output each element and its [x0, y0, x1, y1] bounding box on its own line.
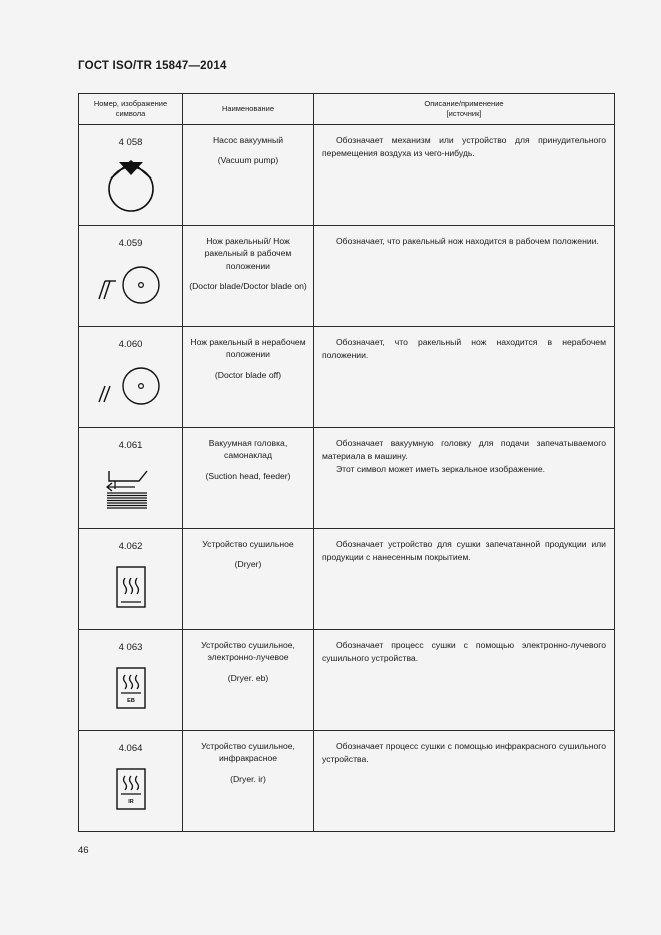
- symbol-number: 4 058: [118, 137, 143, 148]
- table-row: [79, 125, 615, 226]
- description-text: Обозначает вакуумную головку для подачи запечатываемого материала в машину.: [322, 438, 606, 461]
- name-ru: Нож ракельный в нерабочем положении: [190, 337, 306, 360]
- description-text: Обозначает, что ракельный нож находится в рабочем положении.: [336, 236, 599, 246]
- description-text: Обозначает устройство для сушки запечатанной продукции или продукции с нанесенным покрытием.: [322, 539, 606, 562]
- name-en: (Suction head, feeder): [205, 470, 291, 481]
- name-ru: Нож ракельный/ Нож ракельный в рабочем положении: [204, 236, 292, 271]
- name-en: (Dryer. ir): [230, 773, 266, 784]
- description-text: Обозначает процесс сушки с помощью инфракрасного сушильного устройства.: [322, 741, 606, 764]
- table-row: [79, 226, 615, 327]
- symbol-number: 4 063: [118, 642, 143, 653]
- symbol-cell: [79, 226, 183, 327]
- vacuum-pump-icon: [79, 156, 182, 216]
- name-ru: Устройство сушильное: [202, 539, 294, 549]
- table-header-row: [79, 94, 615, 125]
- symbol-cell: [79, 327, 183, 428]
- name-ru: Устройство сушильное, электронно-лучевое: [201, 640, 295, 663]
- description-cell: [314, 428, 615, 529]
- table-row: [79, 630, 615, 731]
- name-ru: Вакуумная головка, самонаклад: [208, 438, 288, 461]
- name-cell: [183, 327, 314, 428]
- symbol-cell: [79, 428, 183, 529]
- name-cell: [183, 630, 314, 731]
- name-en: (Vacuum pump): [217, 155, 279, 166]
- suction-head-icon: [79, 465, 182, 515]
- description-text: Обозначает процесс сушки с помощью электронно-лучевого сушильного устройства.: [322, 640, 606, 663]
- name-cell: [183, 125, 314, 226]
- symbol-number: 4.062: [118, 541, 143, 552]
- doctor-blade-off-icon: [79, 364, 182, 409]
- symbol-number: 4.059: [118, 238, 143, 249]
- page-number: 46: [78, 845, 89, 856]
- column-header-description: Описание/применение [источник]: [314, 94, 615, 125]
- name-cell: [183, 529, 314, 630]
- table-row: [79, 731, 615, 832]
- name-en: (Doctor blade/Doctor blade on): [189, 281, 307, 292]
- description-cell: [314, 125, 615, 226]
- dryer-eb-icon: [79, 665, 182, 711]
- name-ru: Насос вакуумный: [212, 135, 284, 145]
- description-cell: [314, 327, 615, 428]
- symbol-cell: [79, 125, 183, 226]
- description-text: Обозначает механизм или устройство для принудительного перемещения воздуха из чего-нибудь.: [322, 135, 606, 158]
- description-cell: [314, 630, 615, 731]
- name-cell: [183, 731, 314, 832]
- dryer-icon: [79, 564, 182, 610]
- name-cell: [183, 428, 314, 529]
- name-en: (Dryer): [234, 559, 262, 570]
- symbols-table: [78, 93, 615, 832]
- symbol-cell: [79, 529, 183, 630]
- description-text: Обозначает, что ракельный нож находится в нерабочем положении.: [322, 337, 606, 360]
- description-cell: [314, 226, 615, 327]
- table-row: [79, 529, 615, 630]
- dryer-eb-label: EB: [126, 698, 135, 704]
- dryer-ir-label: IR: [127, 799, 134, 805]
- column-header-number: Номер, изображение символа: [79, 94, 183, 125]
- document-title: ГОСТ ISO/TR 15847—2014: [78, 60, 227, 72]
- name-ru: Устройство сушильное, инфракрасное: [201, 741, 295, 764]
- symbol-cell: [79, 731, 183, 832]
- name-en: (Doctor blade off): [214, 369, 282, 380]
- table-row: [79, 428, 615, 529]
- doctor-blade-on-icon: [79, 263, 182, 308]
- description-cell: [314, 731, 615, 832]
- symbol-number: 4.064: [118, 743, 143, 754]
- description-note: Этот символ может иметь зеркальное изображение.: [336, 463, 546, 474]
- name-cell: [183, 226, 314, 327]
- description-cell: [314, 529, 615, 630]
- symbol-cell: [79, 630, 183, 731]
- dryer-ir-icon: [79, 766, 182, 812]
- symbol-number: 4.061: [118, 440, 143, 451]
- name-en: (Dryer. eb): [227, 672, 269, 683]
- symbol-number: 4.060: [118, 339, 143, 350]
- table-row: [79, 327, 615, 428]
- column-header-name: Наименование: [183, 94, 314, 125]
